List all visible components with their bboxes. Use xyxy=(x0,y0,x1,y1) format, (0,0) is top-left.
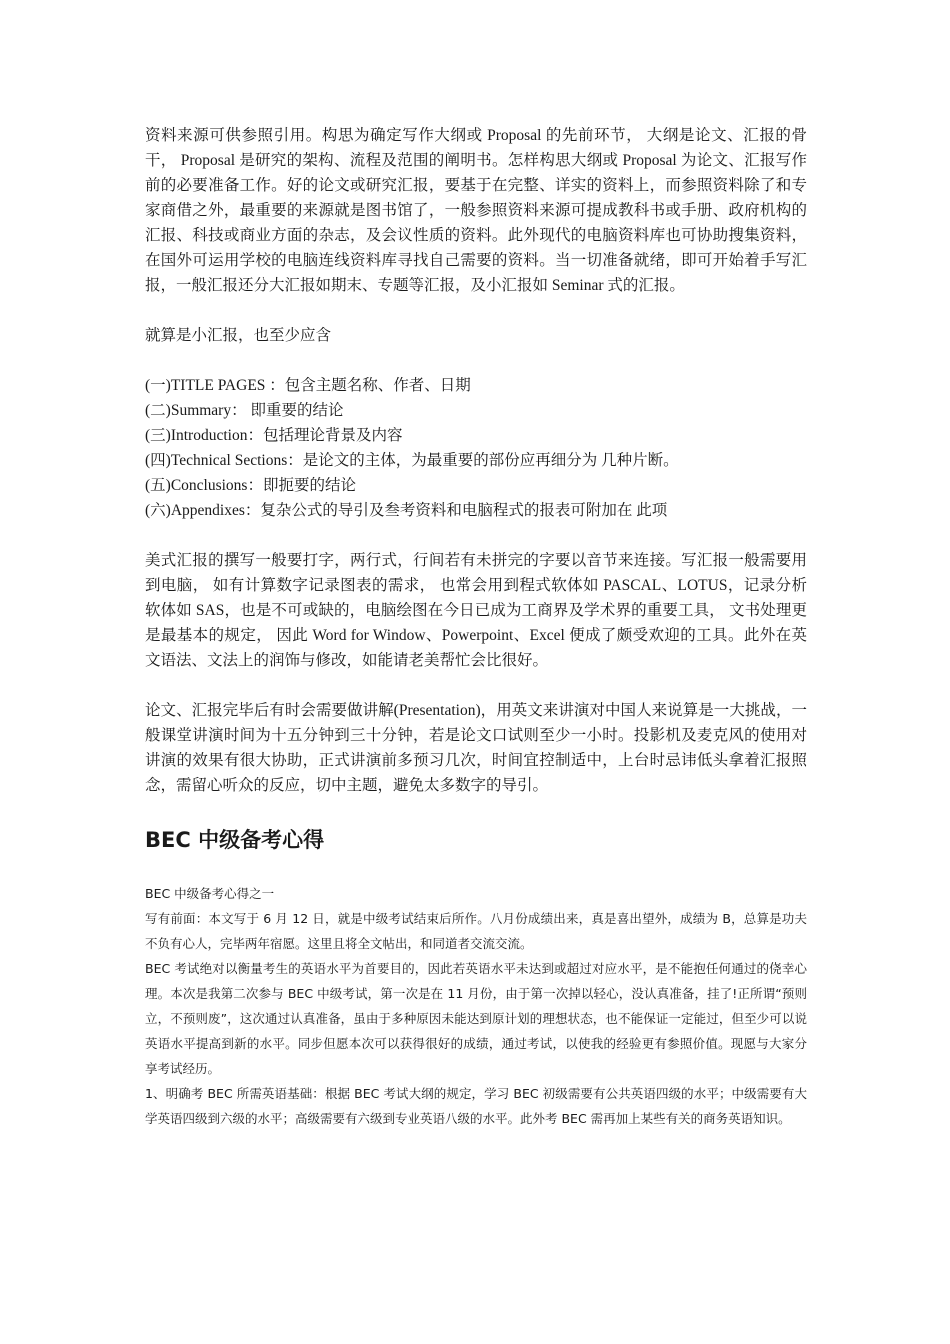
list-item: (六)Appendixes：复杂公式的导引及叁考资料和电脑程式的报表可附加在 此项 xyxy=(145,502,668,519)
list-item: (三)Introduction：包括理论背景及内容 xyxy=(145,427,403,444)
document-content xyxy=(145,123,807,1131)
paragraph-sources: 资料来源可供参照引用。构思为确定写作大纲或 Proposal 的先前环节， 大纲是论文、汇报的骨干， Proposal 是研究的架构、流程及范围的阐明书。怎样构思大纲或 Proposal 为论文、汇报写作前的必要准备工作。好的论文或研究汇报，要基于在完整、详实的资料上，而参照资料除了和专家商借之外，最重要的来源就是图书馆了，一般参照资料来源可提成教科书或手册、政府机构的汇报、科技或商业方面的杂志，及会议性质的资料。此外现代的电脑资料库也可协助搜集资料，在国外可运用学校的电脑连线资料库寻找自己需要的资料。当一切准备就绪，即可开始着手写汇报，一般汇报还分大汇报如期末、专题等汇报，及小汇报如 Seminar 式的汇报。 xyxy=(145,127,807,294)
paragraph-intro-list: 就算是小汇报，也至少应含 xyxy=(145,327,332,344)
bec-section-body xyxy=(145,881,807,1131)
section-subtitle: BEC 中级备考心得之一 xyxy=(145,886,275,901)
paragraph-typing: 美式汇报的撰写一般要打字，两行式，行间若有未拼完的字要以音节来连接。写汇报一般需要用到电脑， 如有计算数字记录图表的需求， 也常会用到程式软体如 PASCAL、LOTUS，记录分析软体如 SAS，也是不可或缺的，电脑绘图在今日已成为工商界及学术界的重要工具， 文书处理更是最基本的规定， 因此 Word for Window、Powerpoint、Excel 便成了颇受欢迎的工具。此外在英文语法、文法上的润饰与修改，如能请老美帮忙会比很好。 xyxy=(145,552,807,669)
paragraph-english-level: 1、明确考 BEC 所需英语基础：根据 BEC 考试大纲的规定，学习 BEC 初级需要有公共英语四级的水平；中级需要有大学英语四级到六级的水平；高级需要有六级到专业英语八级的水平。此外考 BEC 需再加上某些有关的商务英语知识。 xyxy=(145,1086,807,1126)
list-item: (二)Summary： 即重要的结论 xyxy=(145,402,344,419)
article-body xyxy=(145,123,807,798)
report-sections-list xyxy=(145,373,807,523)
paragraph-exam-purpose: BEC 考试绝对以衡量考生的英语水平为首要目的，因此若英语水平未达到或超过对应水平，是不能抱任何通过的侥幸心理。本次是我第二次参与 BEC 中级考试，第一次是在 11 月份，由于第一次掉以轻心，没认真准备，挂了!正所谓“预则立，不预则废”，这次通过认真准备，虽由于多种原因未能达到原计划的理想状态，也不能保证一定能过，但至少可以说英语水平提高到新的水平。同步但愿本次可以获得很好的成绩，通过考试，以使我的经验更有参照价值。现愿与大家分享考试经历。 xyxy=(145,961,807,1076)
list-item: (五)Conclusions：即扼要的结论 xyxy=(145,477,356,494)
section-heading: BEC 中级备考心得 xyxy=(145,828,325,852)
list-item: (四)Technical Sections：是论文的主体，为最重要的部份应再细分为 几种片断。 xyxy=(145,452,679,469)
paragraph-preface: 写有前面：本文写于 6 月 12 日，就是中级考试结束后所作。八月份成绩出来，真是喜出望外，成绩为 B，总算是功夫不负有心人，完毕两年宿愿。这里且将全文帖出，和同道者交流交流。 xyxy=(145,911,807,951)
list-item: (一)TITLE PAGES ：包含主题名称、作者、日期 xyxy=(145,377,471,394)
paragraph-presentation: 论文、汇报完毕后有时会需要做讲解(Presentation)，用英文来讲演对中国人来说算是一大挑战，一般课堂讲演时间为十五分钟到三十分钟，若是论文口试则至少一小时。投影机及麦克风的使用对讲演的效果有很大协助，正式讲演前多预习几次，时间宜控制适中，上台时忌讳低头拿着汇报照念，需留心听众的反应，切中主题，避免太多数字的导引。 xyxy=(145,702,807,794)
